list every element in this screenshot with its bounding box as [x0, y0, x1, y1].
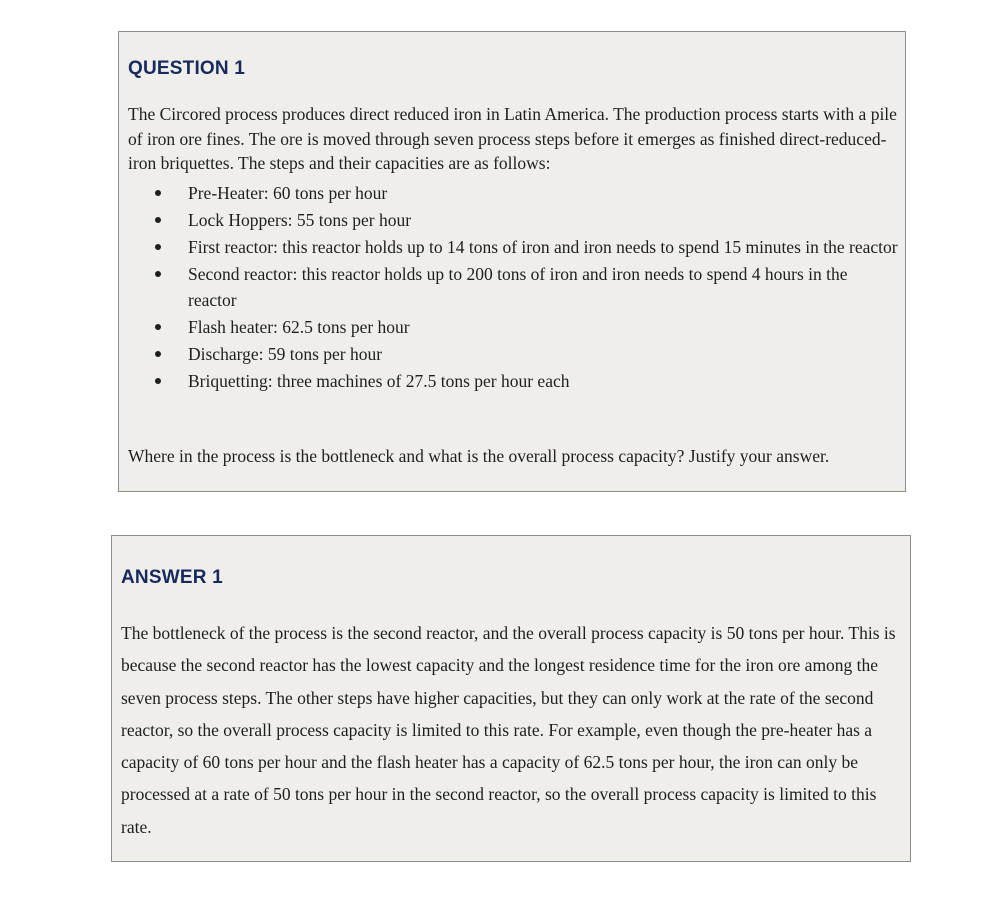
bullet-icon: [155, 324, 161, 330]
bullet-icon: [155, 271, 161, 277]
step-text: Lock Hoppers: 55 tons per hour: [188, 210, 412, 230]
list-item: [128, 368, 898, 394]
bullet-icon: [155, 378, 161, 384]
list-item: [128, 341, 898, 367]
step-text: Pre-Heater: 60 tons per hour: [188, 183, 388, 203]
bullet-icon: [155, 190, 161, 196]
question-heading: QUESTION 1: [128, 58, 246, 79]
answer-text: The bottleneck of the process is the second reactor, and the overall process capacity is 50 tons per hour. This is because the second reactor has the lowest capacity and the longest residence time for the iron ore among the seven process steps. The other steps have higher capacities, but they can only work at the rate of the second reactor, so the overall process capacity is limited to this rate. For example, even though the pre-heater has a capacity of 60 tons per hour and the flash heater has a capacity of 62.5 tons per hour, the iron can only be processed at a rate of 50 tons per hour in the second reactor, so the overall process capacity is limited to this rate.: [121, 623, 896, 837]
list-item: [128, 207, 898, 233]
step-text: Briquetting: three machines of 27.5 tons per hour each: [188, 371, 570, 391]
answer-heading: ANSWER 1: [121, 567, 223, 588]
list-item: [128, 314, 898, 340]
step-text: Second reactor: this reactor holds up to 200 tons of iron and iron needs to spend 4 hours in the reactor: [188, 264, 848, 310]
step-text: Discharge: 59 tons per hour: [188, 344, 383, 364]
list-item: [128, 261, 898, 313]
list-item: [128, 180, 898, 206]
step-text: Flash heater: 62.5 tons per hour: [188, 317, 410, 337]
bullet-icon: [155, 217, 161, 223]
process-steps-list: [128, 180, 898, 395]
bullet-icon: [155, 351, 161, 357]
question-prompt: Where in the process is the bottleneck and what is the overall process capacity? Justify your answer.: [128, 446, 830, 466]
step-text: First reactor: this reactor holds up to 14 tons of iron and iron needs to spend 15 minutes in the reactor: [188, 237, 898, 257]
list-item: [128, 234, 898, 260]
answer-box: [111, 535, 911, 862]
bullet-icon: [155, 244, 161, 250]
question-intro: The Circored process produces direct reduced iron in Latin America. The production process starts with a pile of iron ore fines. The ore is moved through seven process steps before it emerges as finished direct-reduced-iron briquettes. The steps and their capacities are as follows:: [128, 104, 897, 173]
question-box: [118, 31, 906, 492]
